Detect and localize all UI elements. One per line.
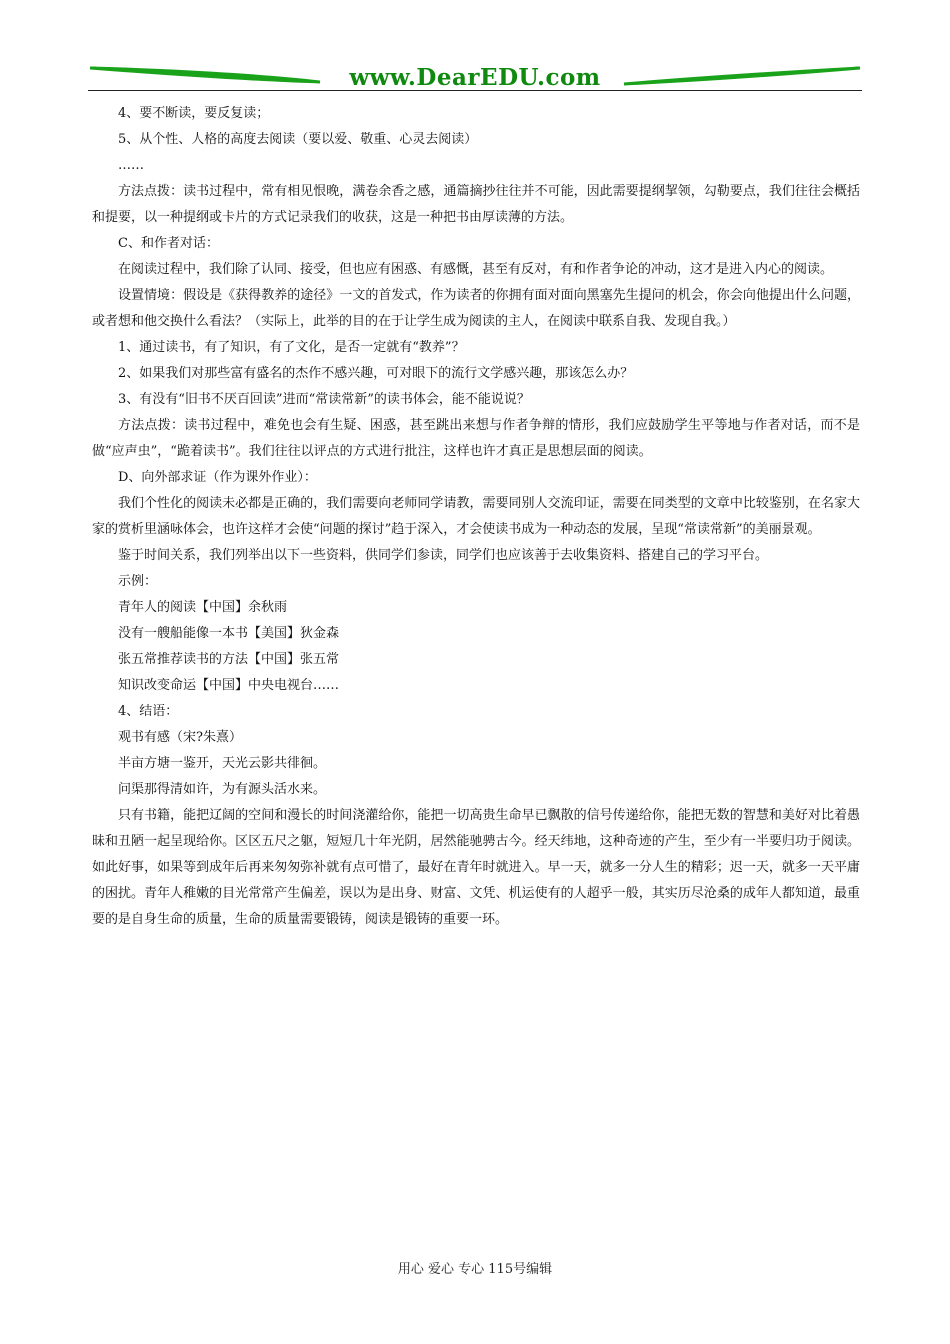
page-footer: 用心 爱心 专心 115号编辑 bbox=[397, 1262, 553, 1277]
poem-line: 半亩方塘一鉴开，天光云影共徘徊。 bbox=[118, 756, 327, 771]
list-item: 1、通过读书，有了知识，有了文化，是否一定就有“教养”？ bbox=[118, 340, 465, 355]
section-heading: 4、结语： bbox=[118, 704, 179, 719]
page-header bbox=[88, 60, 862, 94]
section-heading: D、向外部求证（作为课外作业）： bbox=[118, 470, 317, 485]
reference-item: 张五常推荐读书的方法【中国】张五常 bbox=[118, 652, 340, 667]
paragraph: …… bbox=[118, 158, 144, 173]
paragraph: 4、要不断读，要反复读； bbox=[118, 106, 270, 121]
paragraph: 示例： bbox=[118, 574, 158, 589]
paragraph: 在阅读过程中，我们除了认同、接受，但也应有困惑、有感慨，甚至有反对，有和作者争论的冲动，这才是进入内心的阅读。 bbox=[118, 262, 834, 277]
paragraph: 我们个性化的阅读未必都是正确的，我们需要向老师同学请教，需要同别人交流印证，需要在同类型的文章中比较鉴别，在名家大家的赏析里涵咏体会，也许这样才会使“问题的探讨”趋于深入，才会使读书成为一种动态的发展，呈现“常读常新”的美丽景观。 bbox=[92, 496, 860, 537]
paragraph: 只有书籍，能把辽阔的空间和漫长的时间浇灌给你，能把一切高贵生命早已飘散的信号传递给你，能把无数的智慧和美好对比着愚昧和丑陋一起呈现给你。区区五尺之躯，短短几十年光阴，居然能驰骋古今。经天纬地，这种奇迹的产生，至少有一半要归功于阅读。如此好事，如果等到成年后再来匆匆弥补就有点可惜了，最好在青年时就进入。早一天，就多一分人生的精彩；迟一天，就多一天平庸的困扰。青年人稚嫩的目光常常产生偏差，误以为是出身、财富、文凭、机运使有的人超乎一般，其实历尽沧桑的成年人都知道，最重要的是自身生命的质量，生命的质量需要锻铸，阅读是锻铸的重要一环。 bbox=[92, 808, 860, 927]
header-divider bbox=[88, 90, 862, 91]
poem-line: 问渠那得清如许，为有源头活水来。 bbox=[118, 782, 327, 797]
document-body bbox=[92, 101, 860, 933]
paragraph: 方法点拨：读书过程中，难免也会有生疑、困惑，甚至跳出来想与作者争辩的情形，我们应鼓励学生平等地与作者对话，而不是做“应声虫”，“跪着读书”。我们往往以评点的方式进行批注，这样也许才真正是思想层面的阅读。 bbox=[92, 418, 860, 459]
paragraph: 设置情境：假设是《获得教养的途径》一文的首发式，作为读者的你拥有面对面向黑塞先生提问的机会，你会向他提出什么问题，或者想和他交换什么看法？（实际上，此举的目的在于让学生成为阅读的主人，在阅读中联系自我、发现自我。） bbox=[92, 288, 860, 329]
list-item: 2、如果我们对那些富有盛名的杰作不感兴趣，可对眼下的流行文学感兴趣，那该怎么办？ bbox=[118, 366, 634, 381]
paragraph: 鉴于时间关系，我们列举出以下一些资料，供同学们参读，同学们也应该善于去收集资料、搭建自己的学习平台。 bbox=[118, 548, 769, 563]
list-item: 3、有没有“旧书不厌百回读”进而“常读常新”的读书体会，能不能说说？ bbox=[118, 392, 530, 407]
reference-item: 没有一艘船能像一本书【美国】狄金森 bbox=[118, 626, 340, 641]
paragraph: 方法点拨：读书过程中，常有相见恨晚，满卷余香之感，通篇摘抄往往并不可能，因此需要提纲挈领，勾勒要点，我们往往会概括和提要，以一种提纲或卡片的方式记录我们的收获，这是一种把书由厚读薄的方法。 bbox=[92, 184, 860, 225]
reference-item: 知识改变命运【中国】中央电视台…… bbox=[118, 678, 340, 693]
section-heading: C、和作者对话： bbox=[118, 236, 219, 251]
paragraph: 5、从个性、人格的高度去阅读（要以爱、敬重、心灵去阅读） bbox=[118, 132, 478, 147]
poem-title: 观书有感（宋?朱熹） bbox=[118, 730, 242, 745]
site-logo-text: www.DearEDU.com bbox=[349, 64, 601, 91]
reference-item: 青年人的阅读【中国】余秋雨 bbox=[118, 600, 288, 615]
